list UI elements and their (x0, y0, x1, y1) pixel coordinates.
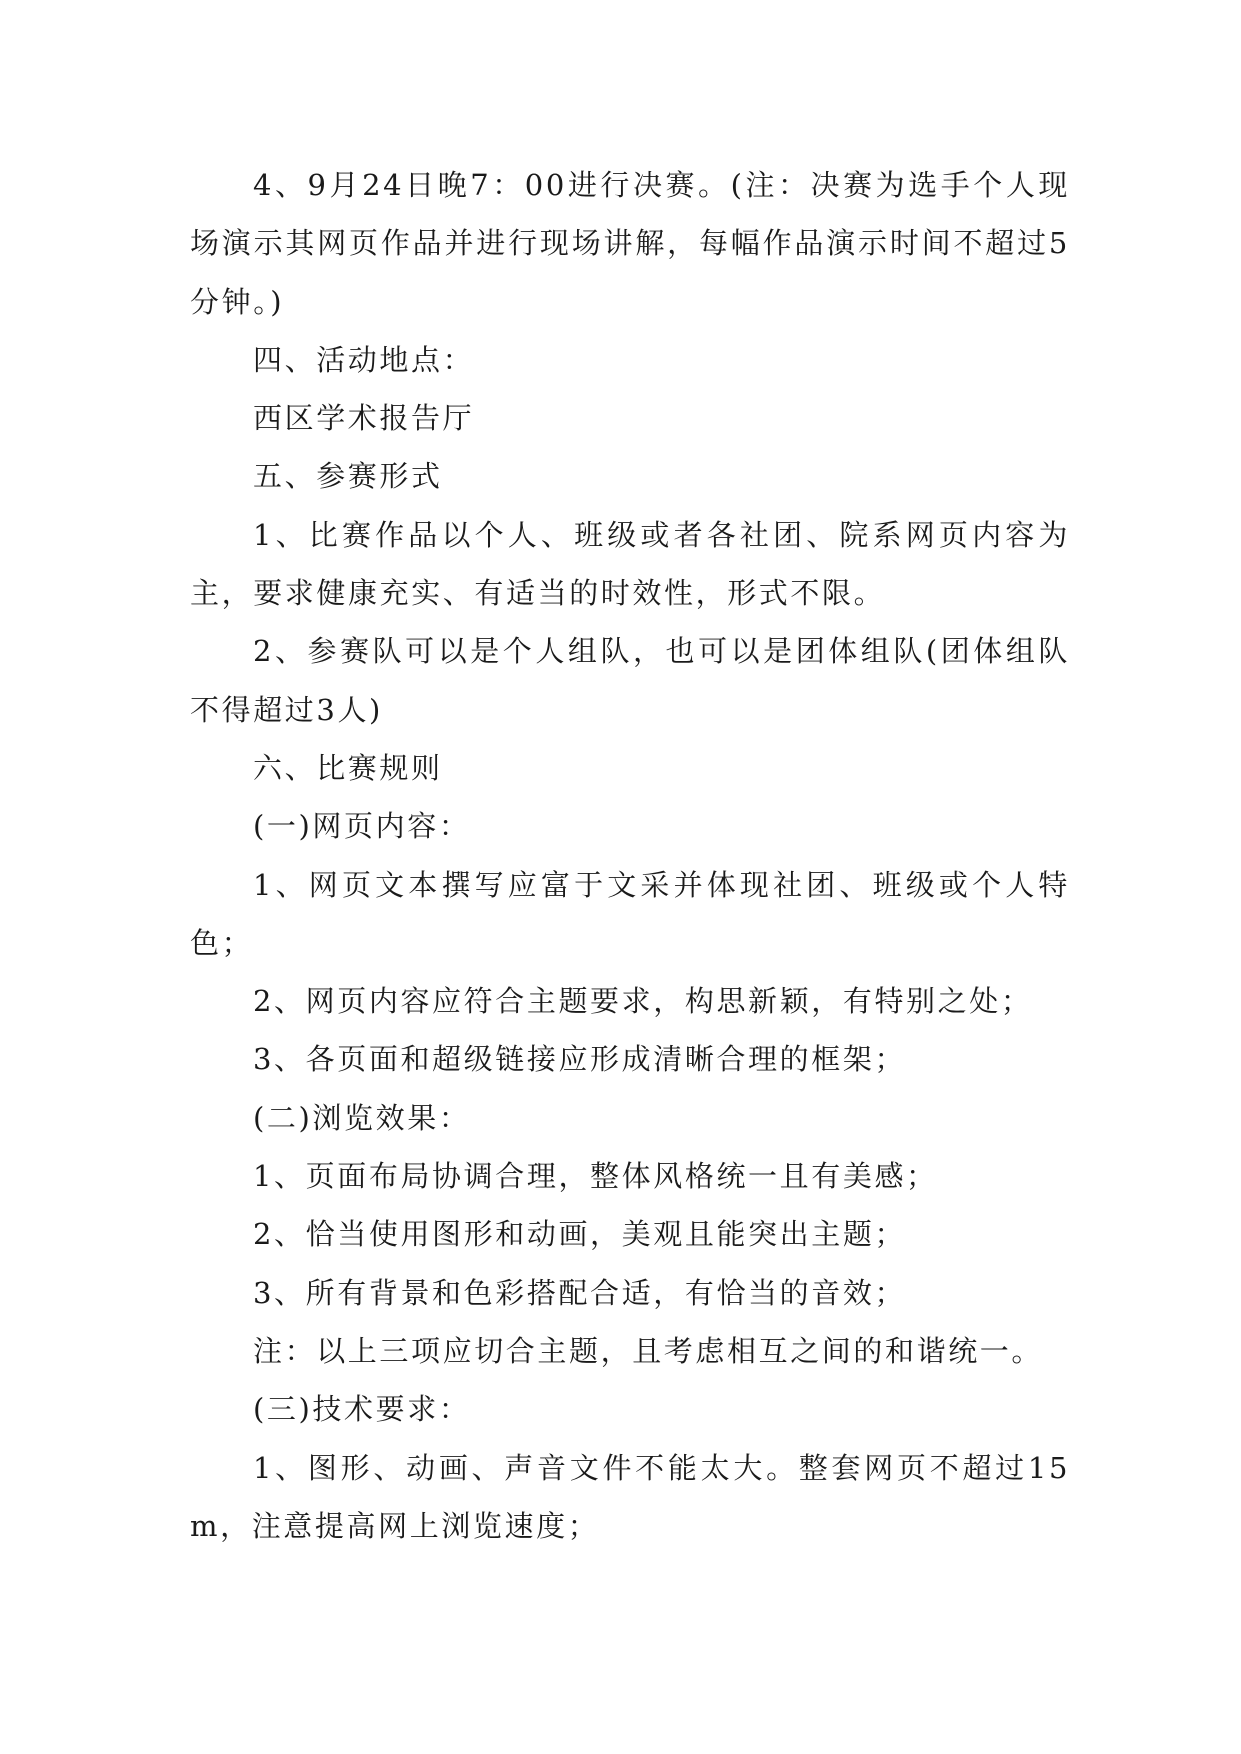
paragraph-rule-theme: 2、网页内容应符合主题要求，构思新颖，有特别之处； (253, 984, 1033, 1019)
paragraph-team-size: 2、参赛队可以是个人组队，也可以是团体组队(团体组队不得超过3人) (190, 634, 1070, 727)
subheading-browsing-effect: (二)浏览效果： (253, 1100, 471, 1135)
heading-venue: 四、活动地点： (253, 342, 475, 377)
paragraph-venue: 西区学术报告厅 (253, 401, 475, 436)
paragraph-rule-layout: 1、页面布局协调合理，整体风格统一且有美感； (253, 1159, 938, 1194)
paragraph-entry-content: 1、比赛作品以个人、班级或者各社团、院系网页内容为主，要求健康充实、有适当的时效性，形式不限。 (190, 517, 1070, 611)
paragraph-rule-colors: 3、所有背景和色彩搭配合适，有恰当的音效； (253, 1275, 907, 1310)
heading-entry-format: 五、参赛形式 (253, 459, 443, 494)
paragraph-rule-text: 1、网页文本撰写应富于文采并体现社团、班级或个人特色； (190, 867, 1070, 960)
heading-rules: 六、比赛规则 (253, 750, 443, 785)
paragraph-rule-graphics: 2、恰当使用图形和动画，美观且能突出主题； (253, 1217, 907, 1252)
paragraph-note: 注：以上三项应切合主题，且考虑相互之间的和谐统一。 (253, 1333, 1044, 1368)
paragraph-rule-links: 3、各页面和超级链接应形成清晰合理的框架； (253, 1042, 907, 1077)
paragraph-final-schedule: 4、9月24日晚7：00进行决赛。(注：决赛为选手个人现场演示其网页作品并进行现场讲解，每幅作品演示时间不超过5分钟。) (190, 168, 1070, 319)
paragraph-rule-filesize: 1、图形、动画、声音文件不能太大。整套网页不超过15m，注意提高网上浏览速度； (190, 1450, 1070, 1543)
subheading-web-content: (一)网页内容： (253, 809, 471, 844)
document-body (190, 156, 1070, 1555)
subheading-technical: (三)技术要求： (253, 1392, 471, 1427)
